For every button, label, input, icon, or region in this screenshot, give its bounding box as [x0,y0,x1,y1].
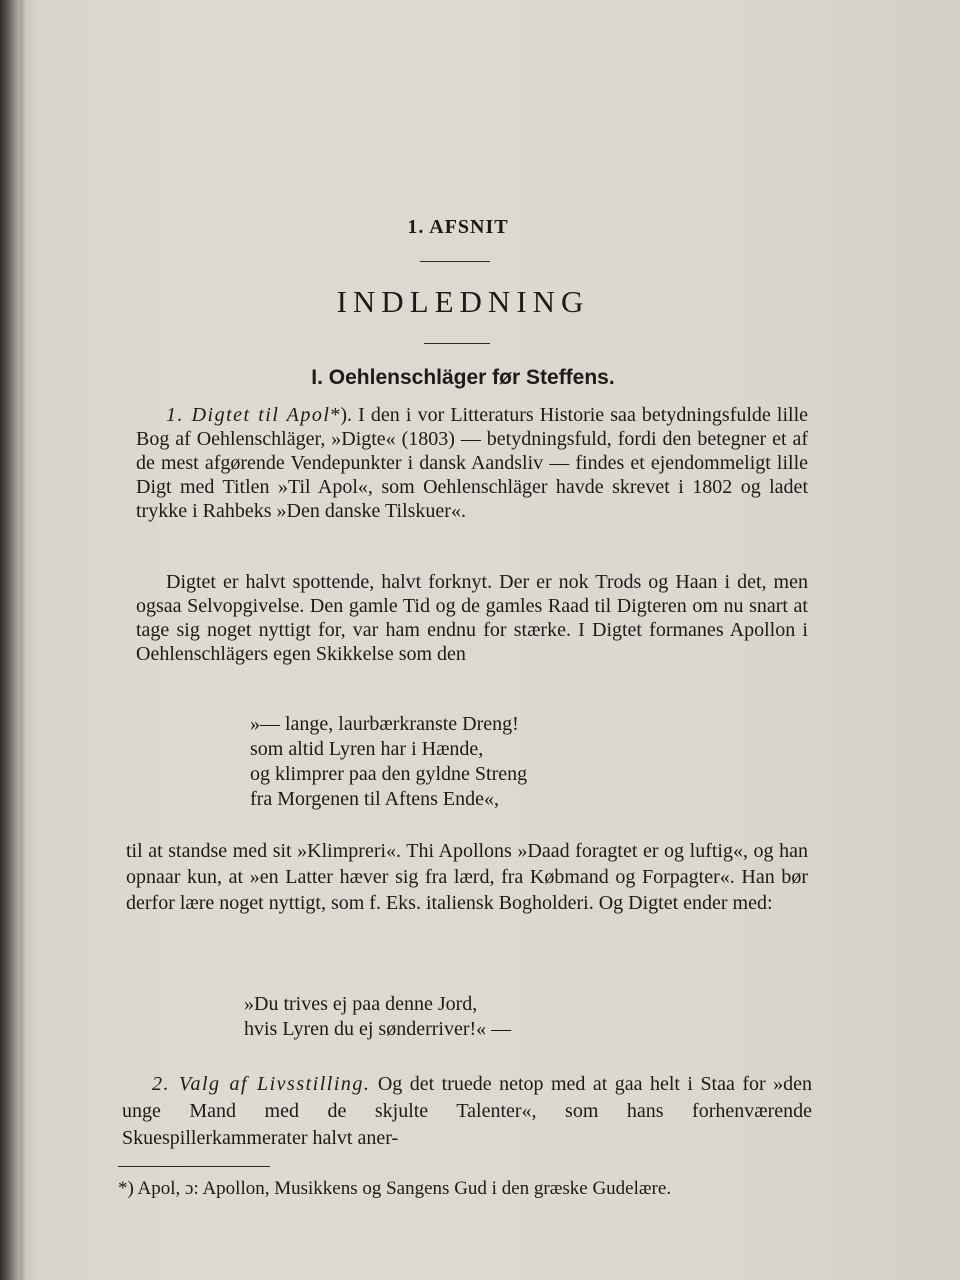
page-content [118,0,818,1280]
divider-bottom [424,343,490,344]
section-label: 1. AFSNIT [407,216,509,238]
paragraph-1-body: *). I den i vor Litteraturs Historie saa betydningsfulde lille Bog af Oehlenschläger, »Digte« (1803) — betydningsfuld, fordi den betegner et af de mest afgørende Vendepunkter i dansk Aandsliv — findes et ejendommeligt lille Digt med Titlen »Til Apol«, som Oehlenschläger havde skrevet i 1802 og ladet trykke i Rahbeks »Den danske Tilskuer«. [136,404,808,522]
verse-line: fra Morgenen til Aftens Ende«, [250,788,500,810]
verse-line: »Du trives ej paa denne Jord, [244,993,478,1015]
verse-line: hvis Lyren du ej sønderriver!« — [244,1018,512,1040]
verse-line: som altid Lyren har i Hænde, [250,738,484,760]
footnote: *) Apol, ɔ: Apollon, Musikkens og Sangens Gud i den græske Gudelære. [118,1178,672,1199]
page-binding-edge [20,0,26,1280]
verse-line: »— lange, laurbærkranste Dreng! [250,713,519,735]
paragraph-3: til at standse med sit »Klimpreri«. Thi Apollons »Daad foragtet er og luftig«, og han opnaar kun, at »en Latter hæver sig fra lærd, fra Købmand og Forpagter«. Han bør derfor lære noget nyttigt, som f. Eks. italiensk Bogholderi. Og Digtet ender med: [126,840,808,914]
verse-line: og klimprer paa den gyldne Streng [250,763,528,785]
paragraph-1 [136,403,808,523]
verse-block-1 [250,712,527,812]
divider-top [420,261,490,262]
paragraph-4-body: Og det truede netop med at gaa helt i Staa for »den unge Mand med de skjulte Talenter«, som hans forhenværende Skuespillerkammerater halvt aner- [122,1073,812,1149]
verse-block-2 [244,992,511,1042]
paragraph-1-lead: 1. Digtet til Apol [166,404,331,426]
paragraph-4-lead: 2. Valg af Livsstilling. [152,1073,371,1095]
paragraph-2: Digtet er halvt spottende, halvt forknyt. Der er nok Trods og Haan i det, men ogsaa Selvopgivelse. Den gamle Tid og de gamles Raad til Digteren om nu snart at tage sig noget nyttigt for, var ham endnu for stærke. I Digtet formanes Apollon i Oehlenschlägers egen Skikkelse som den [136,571,808,665]
chapter-title: I. Oehlenschläger før Steffens. [311,366,615,389]
paragraph-4 [122,1071,812,1152]
page-title: INDLEDNING [336,284,590,319]
footnote-divider [118,1166,270,1167]
